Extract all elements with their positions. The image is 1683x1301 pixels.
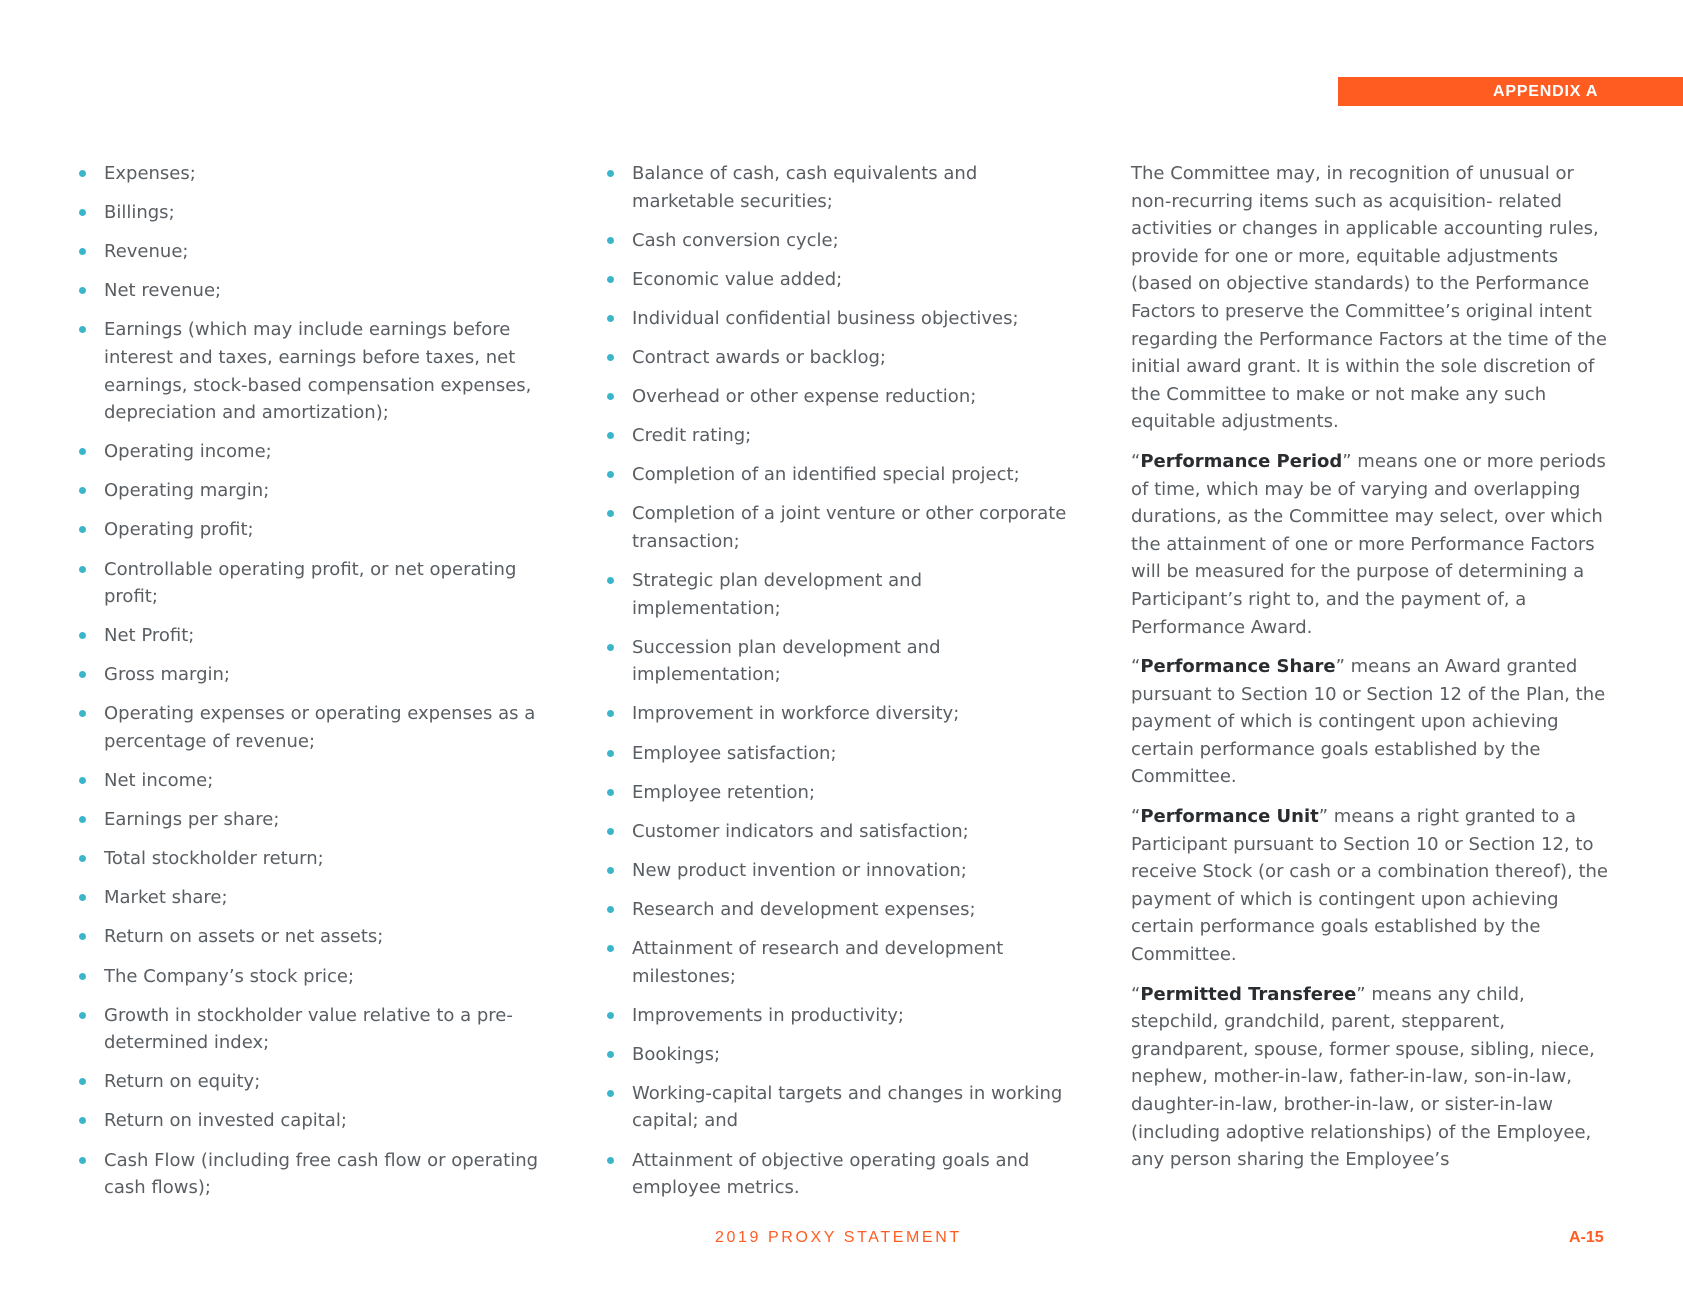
list-item-text: Net income; (104, 770, 214, 792)
bullet-icon (79, 710, 86, 717)
bullet-icon (79, 1157, 86, 1164)
definition-term: Performance Unit (1140, 806, 1319, 828)
list-item (606, 266, 1076, 294)
list-item-text: Research and development expenses; (632, 898, 976, 920)
list-item (606, 305, 1076, 333)
list-item (78, 923, 568, 951)
bullet-icon (607, 710, 614, 717)
list-item-text: Revenue; (104, 241, 189, 263)
bullet-icon (607, 867, 614, 874)
bullet-icon (79, 894, 86, 901)
list-item (606, 634, 1076, 689)
list-item (606, 1080, 1076, 1135)
bullet-icon (607, 393, 614, 400)
list-item-text: Billings; (104, 202, 175, 224)
list-item (78, 1147, 568, 1202)
bullet-icon (79, 632, 86, 639)
list-item-text: Attainment of research and development milestones; (632, 937, 1004, 987)
definition-term: Permitted Transferee (1140, 983, 1357, 1005)
list-item (78, 238, 568, 266)
bullet-icon (79, 973, 86, 980)
bullet-icon (79, 566, 86, 573)
list-item-text: Return on equity; (104, 1071, 261, 1093)
list-item-text: Employee satisfaction; (632, 742, 837, 764)
list-item-text: Net revenue; (104, 280, 222, 302)
bullet-icon (607, 315, 614, 322)
list-item (606, 567, 1076, 622)
definition-term: Performance Share (1140, 656, 1336, 678)
list-item-text: Net Profit; (104, 625, 195, 647)
bullet-icon (79, 933, 86, 940)
list-item-text: Succession plan development and implementation; (632, 636, 941, 686)
list-item (78, 1107, 568, 1135)
bullet-icon (79, 816, 86, 823)
list-item (78, 661, 568, 689)
page-number: A-15 (1569, 1229, 1604, 1246)
list-item (606, 344, 1076, 372)
list-item-text: Cash Flow (including free cash flow or operating cash flows); (104, 1149, 539, 1199)
list-item-text: Expenses; (104, 163, 196, 184)
list-item (78, 277, 568, 305)
bullet-icon (79, 487, 86, 494)
list-item (606, 896, 1076, 924)
list-item-text: Earnings per share; (104, 809, 280, 831)
list-item (78, 438, 568, 466)
bullet-list-left (78, 160, 568, 1202)
list-item-text: Return on invested capital; (104, 1110, 347, 1132)
list-item-text: Credit rating; (632, 425, 752, 447)
bullet-icon (607, 828, 614, 835)
list-item-text: Growth in stockholder value relative to a pre-determined index; (104, 1004, 513, 1054)
bullet-icon (79, 170, 86, 177)
bullet-icon (607, 170, 614, 177)
list-item (78, 806, 568, 834)
bullet-icon (79, 855, 86, 862)
bullet-icon (607, 1051, 614, 1058)
list-item (606, 227, 1076, 255)
open-quote: “ (1131, 450, 1141, 472)
list-item-text: Operating profit; (104, 519, 254, 541)
bullet-icon (607, 471, 614, 478)
bullet-icon (607, 789, 614, 796)
bullet-icon (607, 354, 614, 361)
list-item (78, 767, 568, 795)
list-item-text: Contract awards or backlog; (632, 346, 886, 368)
bullet-list-middle (606, 160, 1076, 1202)
list-item-text: Controllable operating profit, or net operating profit; (104, 558, 517, 608)
list-item-text: The Company’s stock price; (104, 965, 355, 987)
list-item-text: Strategic plan development and implementation; (632, 570, 923, 619)
definition-performance-period (1131, 448, 1611, 641)
bullet-icon (607, 432, 614, 439)
list-item-text: Employee retention; (632, 781, 816, 803)
list-item-text: Economic value added; (632, 268, 843, 290)
open-quote: “ (1131, 806, 1141, 828)
bullet-icon (79, 209, 86, 216)
list-item (606, 1002, 1076, 1030)
footer-title: 2019 PROXY STATEMENT (715, 1229, 962, 1246)
bullet-icon (79, 287, 86, 294)
list-item (78, 556, 568, 611)
bullet-icon (79, 248, 86, 255)
list-item (78, 622, 568, 650)
list-item-text: Operating expenses or operating expenses as a percentage of revenue; (104, 703, 536, 752)
bullet-icon (79, 1012, 86, 1019)
list-item (78, 1002, 568, 1057)
list-item-text: Completion of a joint venture or other corporate transaction; (632, 503, 1067, 552)
bullet-icon (79, 526, 86, 533)
list-item-text: Return on assets or net assets; (104, 926, 384, 948)
definition-text: ” means one or more periods of time, which may be of varying and overlapping durations, as the Committee may select, over which the attainment of one or more Performance Factors will be measured for the purpose of determining a Participant’s right to, and the payment of, a Performance Award. (1131, 450, 1606, 638)
bullet-icon (79, 777, 86, 784)
list-item (78, 477, 568, 505)
open-quote: “ (1131, 656, 1141, 678)
list-item-text: New product invention or innovation; (632, 859, 967, 881)
appendix-tab: APPENDIX A (1338, 77, 1683, 106)
list-item (606, 160, 1076, 215)
intro-paragraph: The Committee may, in recognition of unusual or non-recurring items such as acquisition- related activities or changes in applicable accounting rules, provide for one or more, equitable adjustments (based on objective standards) to the Performance Factors to preserve the Committee’s original intent regarding the Performance Factors at the time of the initial award grant. It is within the sole discretion of the Committee to make or not make any such equitable adjustments. (1131, 163, 1607, 433)
column-left (78, 160, 568, 1213)
list-item (606, 1147, 1076, 1202)
definition-text: ” means an Award granted pursuant to Section 10 or Section 12 of the Plan, the payment of which is contingent upon achieving certain performance goals established by the Committee. (1131, 656, 1606, 788)
list-item-text: Working-capital targets and changes in working capital; and (632, 1082, 1063, 1132)
bullet-icon (607, 276, 614, 283)
list-item (78, 316, 568, 426)
bullet-icon (79, 448, 86, 455)
list-item-text: Earnings (which may include earnings before interest and taxes, earnings before taxes, net earnings, stock-based compensation expenses, depreciation and amortization); (104, 319, 532, 424)
bullet-icon (607, 237, 614, 244)
definition-performance-unit (1131, 803, 1611, 969)
list-item (606, 700, 1076, 728)
list-item-text: Completion of an identified special project; (632, 464, 1020, 486)
list-item-text: Operating margin; (104, 480, 270, 502)
list-item-text: Total stockholder return; (104, 848, 324, 870)
list-item (606, 383, 1076, 411)
bullet-icon (607, 1090, 614, 1097)
list-item (606, 500, 1076, 555)
list-item (78, 700, 568, 755)
list-item (606, 422, 1076, 450)
definition-term: Performance Period (1140, 450, 1343, 472)
bullet-icon (607, 577, 614, 584)
list-item-text: Customer indicators and satisfaction; (632, 820, 969, 842)
list-item-text: Attainment of objective operating goals and employee metrics. (632, 1149, 1030, 1199)
list-item-text: Overhead or other expense reduction; (632, 386, 977, 408)
bullet-icon (607, 945, 614, 952)
list-item-text: Improvement in workforce diversity; (632, 703, 960, 725)
open-quote: “ (1131, 983, 1141, 1005)
bullet-icon (79, 1078, 86, 1085)
list-item (78, 845, 568, 873)
list-item (606, 461, 1076, 489)
list-item (606, 935, 1076, 990)
list-item (78, 1068, 568, 1096)
column-middle (606, 160, 1076, 1213)
list-item (606, 818, 1076, 846)
list-item (78, 160, 568, 188)
list-item (606, 779, 1076, 807)
list-item (78, 884, 568, 912)
bullet-icon (607, 750, 614, 757)
bullet-icon (607, 510, 614, 517)
list-item-text: Bookings; (632, 1043, 721, 1065)
bullet-icon (79, 1117, 86, 1124)
list-item (606, 740, 1076, 768)
list-item-text: Balance of cash, cash equivalents and marketable securities; (632, 163, 978, 212)
list-item (78, 199, 568, 227)
bullet-icon (607, 1157, 614, 1164)
bullet-icon (607, 644, 614, 651)
bullet-icon (607, 906, 614, 913)
definition-performance-share (1131, 653, 1611, 791)
list-item-text: Cash conversion cycle; (632, 229, 839, 251)
list-item-text: Individual confidential business objectives; (632, 307, 1019, 329)
list-item (78, 963, 568, 991)
list-item (78, 516, 568, 544)
list-item (606, 1041, 1076, 1069)
bullet-icon (79, 671, 86, 678)
bullet-icon (607, 1012, 614, 1019)
definition-text: ” means a right granted to a Participant pursuant to Section 10 or Section 12, to receive Stock (or cash or a combination thereof), the payment of which is contingent upon achieving certain performance goals established by the Committee. (1131, 806, 1608, 966)
list-item (606, 857, 1076, 885)
bullet-icon (79, 326, 86, 333)
list-item-text: Gross margin; (104, 664, 230, 686)
list-item-text: Improvements in productivity; (632, 1004, 904, 1026)
column-right (1131, 160, 1611, 1186)
list-item-text: Market share; (104, 887, 228, 909)
list-item-text: Operating income; (104, 441, 272, 463)
definition-permitted-transferee (1131, 981, 1611, 1174)
definition-text: ” means any child, stepchild, grandchild, parent, stepparent, grandparent, spouse, former spouse, sibling, niece, nephew, mother-in-law, father-in-law, son-in-law, daughter-in-law, brother-in-law, or sister-in-law (including adoptive relationships) of the Employee, any person sharing the Employee’s (1131, 983, 1595, 1171)
